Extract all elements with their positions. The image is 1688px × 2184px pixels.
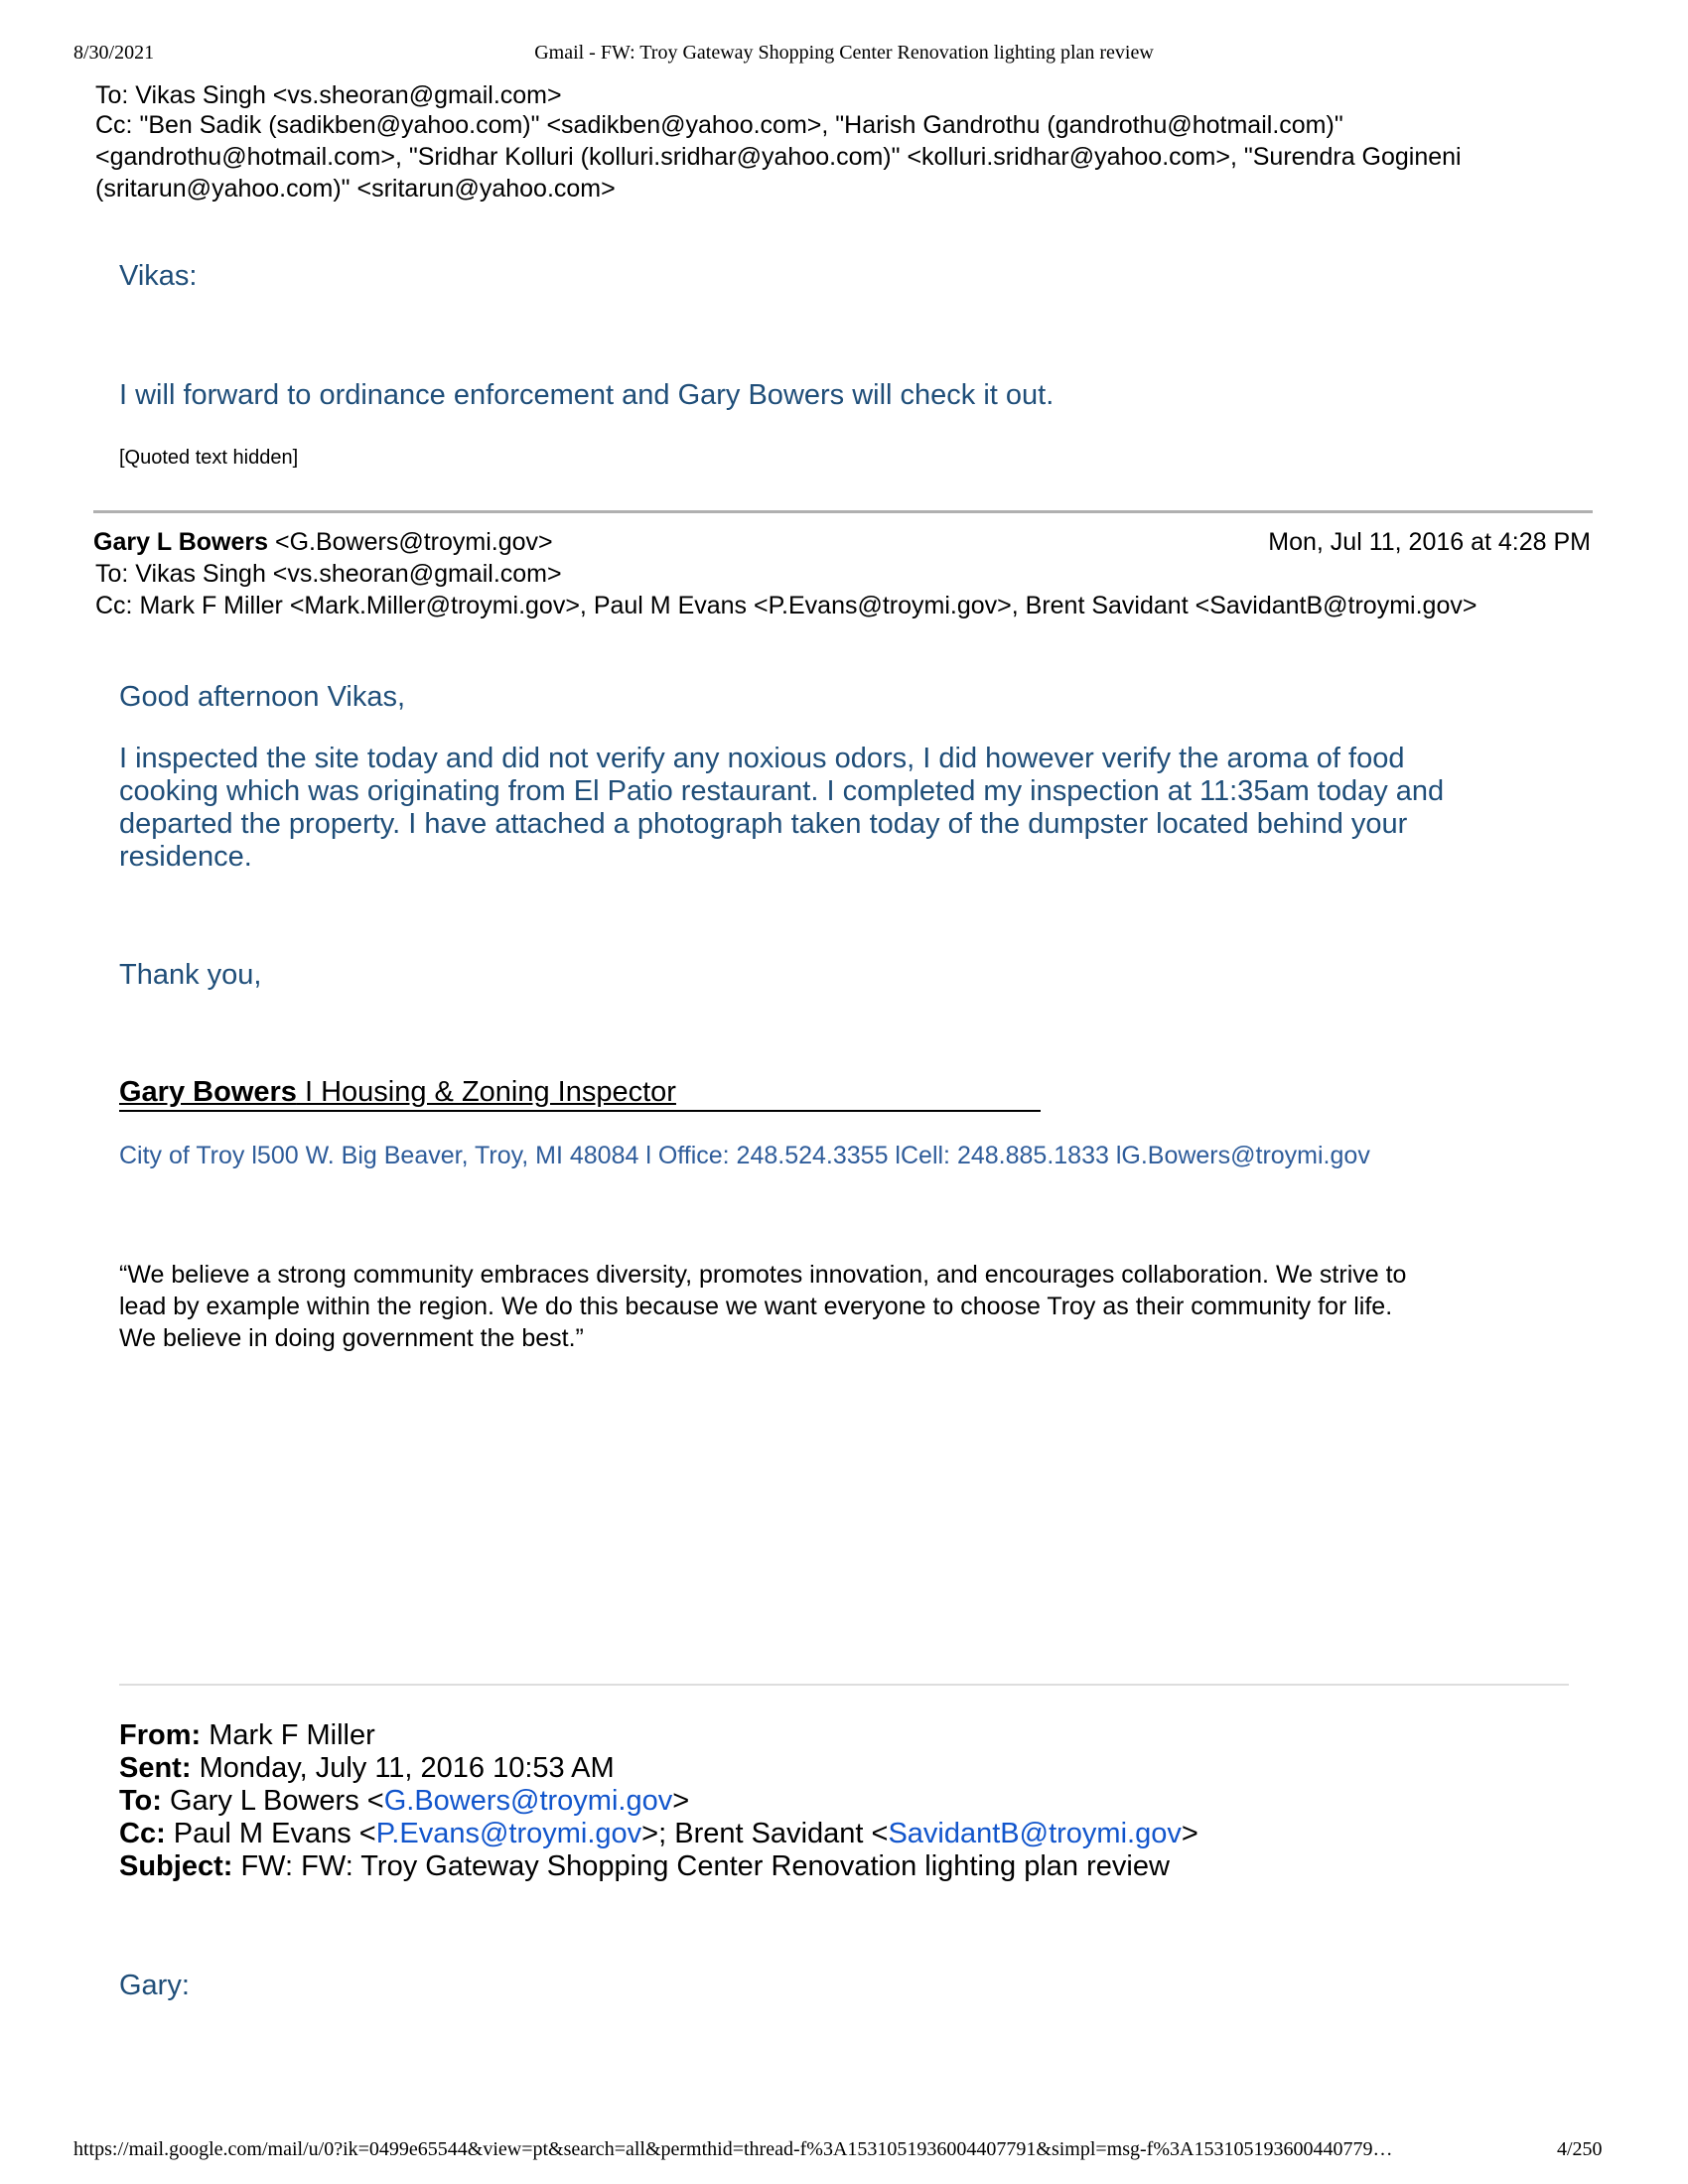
fwd-sent-label: Sent: [119, 1752, 192, 1784]
prev-body: I will forward to ordinance enforcement and Gary Bowers will check it out. [119, 379, 1055, 411]
signature-name: Gary Bowers [119, 1076, 297, 1108]
message-body-line-1: I inspected the site today and did not verify any noxious odors, I did however verify the aroma of food [119, 743, 1405, 774]
message-body-line-3: departed the property. I have attached a photograph taken today of the dumpster located behind your [119, 808, 1408, 840]
motto-line-3: We believe in doing government the best.” [119, 1324, 584, 1352]
signature-name-line [119, 1076, 1041, 1112]
prev-cc-line-1: Cc: "Ben Sadik (sadikben@yahoo.com)" <sadikben@yahoo.com>, "Harish Gandrothu (gandrothu@hotmail.com)" [95, 111, 1343, 139]
prev-cc-line-2: <gandrothu@hotmail.com>, "Sridhar Kolluri (kolluri.sridhar@yahoo.com)" <kolluri.sridhar@yahoo.com>, "Surendra Gogineni [95, 143, 1462, 171]
fwd-subject-line [119, 1850, 1170, 1883]
fwd-to-line [119, 1785, 689, 1818]
sender-email: <G.Bowers@troymi.gov> [274, 528, 553, 556]
fwd-from-label: From: [119, 1719, 202, 1751]
sender-line [93, 526, 553, 558]
signature-title: I Housing & Zoning Inspector [296, 1076, 676, 1108]
message-body-line-2: cooking which was originating from El Patio restaurant. I completed my inspection at 11:35am today and [119, 775, 1445, 807]
print-page-number: 4/250 [1557, 2138, 1603, 2160]
print-footer-url: https://mail.google.com/mail/u/0?ik=0499e65544&view=pt&search=all&permthid=thread-f%3A1531051936004407791&simpl=msg-f%3A153105193600440779… [73, 2138, 1393, 2160]
message-date: Mon, Jul 11, 2016 at 4:28 PM [1268, 528, 1591, 556]
fwd-subject-value: FW: FW: Troy Gateway Shopping Center Renovation lighting plan review [240, 1850, 1170, 1882]
prev-cc-line-3: (sritarun@yahoo.com)" <sritarun@yahoo.com> [95, 175, 616, 203]
fwd-cc-email-link-1[interactable]: P.Evans@troymi.gov [375, 1818, 642, 1849]
fwd-to-label: To: [119, 1785, 162, 1817]
motto-line-2: lead by example within the region. We do this because we want everyone to choose Troy as their community for life. [119, 1293, 1393, 1320]
message-cc-line: Cc: Mark F Miller <Mark.Miller@troymi.gov>, Paul M Evans <P.Evans@troymi.gov>, Brent Savidant <SavidantB@troymi.gov> [95, 592, 1477, 619]
fwd-to-name: Gary L Bowers < [170, 1785, 384, 1817]
quoted-text-hidden[interactable]: [Quoted text hidden] [119, 447, 299, 469]
fwd-from-line [119, 1719, 375, 1752]
message-body-line-4: residence. [119, 841, 252, 873]
message-to-line: To: Vikas Singh <vs.sheoran@gmail.com> [95, 560, 562, 588]
fwd-cc-email-link-2[interactable]: SavidantB@troymi.gov [888, 1818, 1182, 1849]
motto-line-1: “We believe a strong community embraces diversity, promotes innovation, and encourages collaboration. We strive to [119, 1261, 1407, 1289]
fwd-to-email-link[interactable]: G.Bowers@troymi.gov [383, 1785, 673, 1817]
signature-contact: City of Troy l500 W. Big Beaver, Troy, MI 48084 l Office: 248.524.3355 lCell: 248.885.1833 lG.Bowers@troymi.gov [119, 1142, 1370, 1169]
fwd-to-close: > [672, 1785, 690, 1817]
fwd-from-value: Mark F Miller [209, 1719, 375, 1751]
fwd-subject-label: Subject: [119, 1850, 233, 1882]
message-greeting: Good afternoon Vikas, [119, 681, 406, 713]
fwd-cc-name-1: Paul M Evans < [173, 1818, 376, 1849]
message-divider [93, 510, 1593, 513]
print-title: Gmail - FW: Troy Gateway Shopping Center Renovation lighting plan review [534, 42, 1154, 64]
fwd-cc-line [119, 1818, 1198, 1850]
print-date: 8/30/2021 [73, 42, 155, 64]
fwd-cc-label: Cc: [119, 1818, 166, 1849]
prev-to-line: To: Vikas Singh <vs.sheoran@gmail.com> [95, 81, 562, 109]
message-closing: Thank you, [119, 959, 262, 991]
fwd-sent-line [119, 1752, 615, 1785]
fwd-cc-close: > [1181, 1818, 1198, 1849]
sender-name: Gary L Bowers [93, 528, 269, 556]
forward-divider [119, 1684, 1569, 1686]
fwd-sent-value: Monday, July 11, 2016 10:53 AM [199, 1752, 615, 1784]
fwd-cc-separator: >; Brent Savidant < [641, 1818, 889, 1849]
fwd-greeting: Gary: [119, 1970, 190, 2001]
prev-greeting: Vikas: [119, 260, 198, 292]
